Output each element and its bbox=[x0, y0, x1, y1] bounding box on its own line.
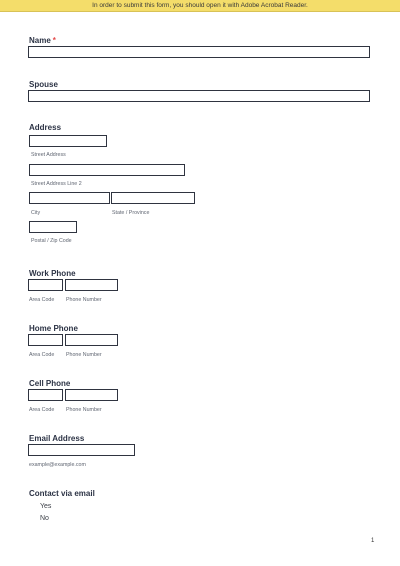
email-hint: example@example.com bbox=[29, 462, 86, 468]
work-phone-area-input[interactable] bbox=[28, 279, 63, 291]
city-caption: City bbox=[31, 210, 41, 216]
state-province-input[interactable] bbox=[111, 192, 195, 204]
cell-phone-number-input[interactable] bbox=[65, 389, 118, 401]
cell-phone-area-input[interactable] bbox=[28, 389, 63, 401]
spouse-input[interactable] bbox=[28, 90, 370, 102]
name-label bbox=[29, 36, 56, 45]
street-address-line2-input[interactable] bbox=[29, 164, 185, 176]
home-phone-area-caption: Area Code bbox=[29, 352, 55, 358]
work-phone-number-input[interactable] bbox=[65, 279, 118, 291]
spouse-label: Spouse bbox=[29, 80, 58, 89]
address-label: Address bbox=[29, 123, 62, 132]
contact-via-email-label: Contact via email bbox=[29, 489, 95, 498]
cell-phone-number-caption: Phone Number bbox=[66, 407, 102, 413]
home-phone-number-caption: Phone Number bbox=[66, 352, 102, 358]
name-label-text: Name bbox=[29, 36, 51, 45]
email-input[interactable] bbox=[28, 444, 135, 456]
street-address-caption: Street Address bbox=[31, 152, 66, 158]
acrobat-notice-banner: In order to submit this form, you should open it with Adobe Acrobat Reader. bbox=[0, 0, 400, 12]
email-label: Email Address bbox=[29, 434, 85, 443]
street-address-line2-caption: Street Address Line 2 bbox=[31, 181, 82, 187]
option-no[interactable]: No bbox=[40, 515, 49, 522]
work-phone-label: Work Phone bbox=[29, 269, 76, 278]
home-phone-number-input[interactable] bbox=[65, 334, 118, 346]
home-phone-area-input[interactable] bbox=[28, 334, 63, 346]
cell-phone-area-caption: Area Code bbox=[29, 407, 55, 413]
street-address-input[interactable] bbox=[29, 135, 107, 147]
page-number: 1 bbox=[371, 538, 375, 544]
postal-code-caption: Postal / Zip Code bbox=[31, 238, 72, 244]
name-input[interactable] bbox=[28, 46, 370, 58]
city-input[interactable] bbox=[29, 192, 110, 204]
required-asterisk: * bbox=[52, 36, 56, 45]
work-phone-area-caption: Area Code bbox=[29, 297, 55, 303]
state-province-caption: State / Province bbox=[112, 210, 150, 216]
home-phone-label: Home Phone bbox=[29, 324, 78, 333]
work-phone-number-caption: Phone Number bbox=[66, 297, 102, 303]
option-yes[interactable]: Yes bbox=[40, 503, 52, 510]
cell-phone-label: Cell Phone bbox=[29, 379, 71, 388]
postal-code-input[interactable] bbox=[29, 221, 77, 233]
